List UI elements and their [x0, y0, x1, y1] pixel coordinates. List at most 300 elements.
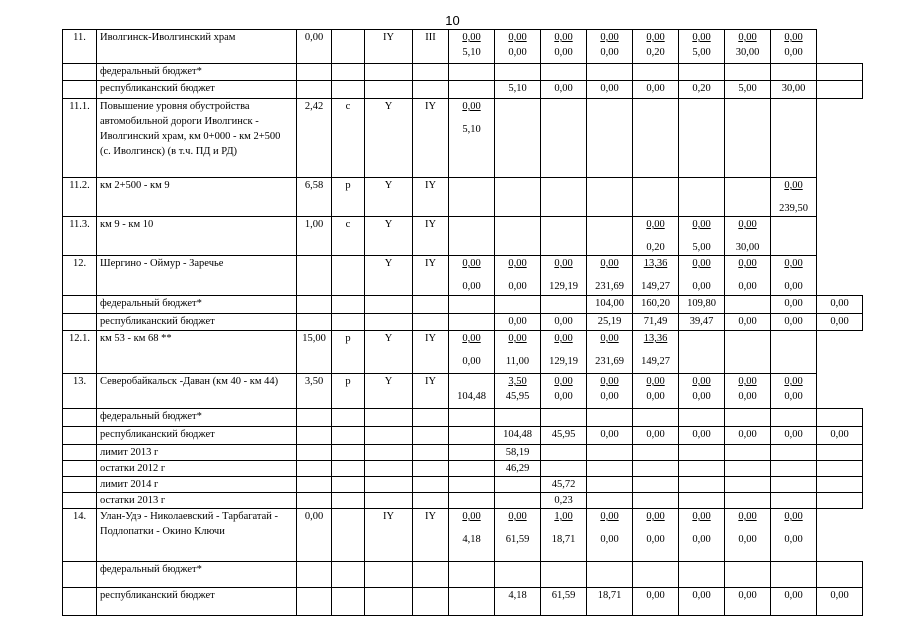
value-plan: 0,00: [508, 258, 527, 269]
empty-cell: [413, 296, 449, 314]
class-value: IY: [424, 180, 437, 191]
value-total: 231,69: [595, 281, 624, 292]
table-row: [63, 314, 863, 331]
value-cell: [541, 445, 587, 461]
row-name: республиканский бюджет: [100, 590, 215, 601]
class-value: Y: [384, 219, 393, 230]
empty-cell: [413, 445, 449, 461]
value-cell: [541, 477, 587, 493]
empty-cell: [365, 461, 413, 477]
value-total: 0,00: [738, 281, 757, 292]
class-cell: [365, 374, 413, 409]
value-cell: [679, 509, 725, 562]
row-name: федеральный бюджет*: [100, 66, 202, 77]
row-number-cell: [63, 99, 97, 178]
row-name-cell: [97, 445, 297, 461]
value-spacer: [498, 99, 537, 114]
class-value: IY: [424, 258, 437, 269]
row-name-cell: [97, 30, 297, 64]
empty-cell: [413, 81, 449, 99]
row-name-cell: [97, 477, 297, 493]
value: 0,00: [600, 83, 619, 94]
row-number-cell: [63, 445, 97, 461]
value-plan: 13,36: [643, 333, 668, 344]
table-row: [63, 374, 863, 409]
empty-cell: [297, 493, 332, 509]
length-cell: [297, 178, 332, 217]
empty-cell: [365, 296, 413, 314]
empty-cell: [413, 64, 449, 81]
row-name-cell: [97, 331, 297, 374]
row-name-cell: [97, 296, 297, 314]
value-cell: [771, 217, 817, 256]
value-plan: 0,00: [508, 511, 527, 522]
length-value: 0,00: [304, 511, 324, 522]
value: 109,80: [687, 298, 716, 309]
value-spacer: [544, 178, 583, 193]
value-cell: [679, 178, 725, 217]
value-total: 0,00: [738, 534, 757, 545]
row-number-cell: [63, 461, 97, 477]
row-name-cell: [97, 493, 297, 509]
value-cell: [817, 314, 863, 331]
value-cell: [817, 64, 863, 81]
table-row: [63, 217, 863, 256]
empty-cell: [297, 409, 332, 427]
empty-cell: [413, 477, 449, 493]
class-cell: [413, 331, 449, 374]
value-cell: [725, 178, 771, 217]
value-spacer: [682, 331, 721, 346]
value-cell: [495, 64, 541, 81]
value-cell: [633, 81, 679, 99]
class-cell: [365, 256, 413, 296]
value-spacer: [590, 178, 629, 193]
value-total: 0,00: [738, 391, 757, 402]
row-name: остатки 2012 г: [100, 463, 166, 474]
value-total: 149,27: [641, 281, 670, 292]
value-cell: [725, 217, 771, 256]
empty-cell: [365, 477, 413, 493]
row-name: Иволгинск-Иволгинский храм: [100, 32, 236, 43]
value: 0,00: [784, 429, 803, 440]
value-cell: [817, 427, 863, 445]
value: 0,00: [554, 83, 573, 94]
value-spacer: [544, 99, 583, 114]
value-total: 30,00: [735, 242, 760, 253]
value-cell: [541, 461, 587, 477]
value-cell: [679, 477, 725, 493]
empty-cell: [332, 296, 365, 314]
value: 0,00: [830, 316, 849, 327]
row-number-cell: [63, 409, 97, 427]
value-total: 11,00: [505, 356, 530, 367]
value-cell: [679, 99, 725, 178]
value-cell: [725, 588, 771, 616]
value-cell: [633, 588, 679, 616]
value-spacer: [498, 178, 537, 193]
value-cell: [817, 588, 863, 616]
value-cell: [495, 461, 541, 477]
value: 0,00: [830, 429, 849, 440]
empty-cell: [297, 81, 332, 99]
value-cell: [541, 81, 587, 99]
value: 18,71: [597, 590, 622, 601]
value-cell: [587, 461, 633, 477]
value-spacer: [682, 178, 721, 193]
class-value: III: [425, 32, 436, 43]
row-number: 11.3.: [69, 219, 90, 230]
value-plan: 0,00: [784, 376, 803, 387]
value-cell: [771, 30, 817, 64]
category-value: р: [345, 333, 351, 344]
value-cell: [587, 562, 633, 588]
row-name: км 53 - км 68 **: [100, 333, 172, 344]
value-plan: 0,00: [600, 32, 619, 43]
empty-cell: [332, 81, 365, 99]
value: 0,00: [784, 316, 803, 327]
value-cell: [587, 588, 633, 616]
value-cell: [495, 81, 541, 99]
value-plan: 0,00: [646, 32, 665, 43]
value-cell: [587, 331, 633, 374]
value-cell: [541, 99, 587, 178]
value-spacer: [774, 217, 813, 232]
value-cell: [495, 331, 541, 374]
row-name: республиканский бюджет: [100, 316, 215, 327]
row-number-cell: [63, 256, 97, 296]
value-cell: [817, 477, 863, 493]
value-plan: 0,00: [784, 258, 803, 269]
value-cell: [771, 493, 817, 509]
value: 61,59: [551, 590, 576, 601]
value-cell: [679, 331, 725, 374]
class-cell: [365, 509, 413, 562]
value-cell: [587, 509, 633, 562]
row-name-cell: [97, 427, 297, 445]
value-cell: [771, 81, 817, 99]
empty-cell: [449, 427, 495, 445]
length-cell: [297, 99, 332, 178]
value: 0,00: [646, 429, 665, 440]
value-cell: [449, 374, 495, 409]
empty-cell: [365, 493, 413, 509]
row-number-cell: [63, 493, 97, 509]
value-total: 239,50: [779, 203, 808, 214]
value-cell: [679, 427, 725, 445]
value-cell: [633, 477, 679, 493]
length-cell: [297, 256, 332, 296]
value-cell: [679, 217, 725, 256]
class-cell: [413, 217, 449, 256]
value-plan: 0,00: [554, 258, 573, 269]
value-cell: [771, 64, 817, 81]
empty-cell: [332, 588, 365, 616]
value: 160,20: [641, 298, 670, 309]
value-cell: [633, 562, 679, 588]
value-cell: [495, 296, 541, 314]
row-number: 12.1.: [69, 333, 90, 344]
value-cell: [725, 296, 771, 314]
length-cell: [297, 509, 332, 562]
class-value: IY: [424, 219, 437, 230]
class-cell: [413, 509, 449, 562]
value-cell: [633, 427, 679, 445]
value-cell: [541, 493, 587, 509]
table-row: [63, 461, 863, 477]
empty-cell: [332, 562, 365, 588]
class-value: IY: [424, 333, 437, 344]
row-number-cell: [63, 81, 97, 99]
value-cell: [449, 217, 495, 256]
empty-cell: [332, 445, 365, 461]
value-spacer: [636, 99, 675, 114]
value-cell: [771, 331, 817, 374]
value-spacer: [452, 374, 491, 389]
table-row: [63, 99, 863, 178]
value: 0,00: [738, 316, 757, 327]
value-cell: [587, 477, 633, 493]
value-plan: 0,00: [646, 219, 665, 230]
value-cell: [725, 427, 771, 445]
empty-cell: [413, 588, 449, 616]
value-cell: [633, 178, 679, 217]
row-number-cell: [63, 477, 97, 493]
value-plan: 0,00: [646, 511, 665, 522]
value-spacer: [728, 178, 767, 193]
value-cell: [725, 409, 771, 427]
class-value: Y: [384, 376, 393, 387]
value-cell: [725, 374, 771, 409]
row-name: Шергино - Оймур - Заречье: [100, 258, 224, 269]
value-cell: [587, 217, 633, 256]
value: 30,00: [781, 83, 806, 94]
value-cell: [633, 256, 679, 296]
value-cell: [541, 217, 587, 256]
row-name-cell: [97, 178, 297, 217]
empty-cell: [449, 409, 495, 427]
class-cell: [413, 30, 449, 64]
value-cell: [679, 588, 725, 616]
value-spacer: [728, 331, 767, 346]
value: 104,48: [503, 429, 532, 440]
value-cell: [771, 409, 817, 427]
empty-cell: [413, 493, 449, 509]
row-number: 11.2.: [69, 180, 90, 191]
value-spacer: [636, 178, 675, 193]
empty-cell: [297, 314, 332, 331]
empty-cell: [332, 461, 365, 477]
value-spacer: [774, 99, 813, 114]
value: 0,00: [692, 590, 711, 601]
value-total: 0,00: [508, 281, 527, 292]
value-plan: 0,00: [784, 180, 803, 191]
value-plan: 0,00: [600, 376, 619, 387]
value-cell: [679, 314, 725, 331]
row-name: республиканский бюджет: [100, 83, 215, 94]
length-cell: [297, 217, 332, 256]
empty-cell: [365, 64, 413, 81]
value-cell: [771, 562, 817, 588]
value-spacer: [544, 217, 583, 232]
road-funding-table: [62, 29, 863, 616]
value-plan: 0,00: [692, 376, 711, 387]
value-cell: [817, 81, 863, 99]
class-value: IY: [424, 101, 437, 112]
table-body: [63, 30, 863, 616]
value-cell: [633, 99, 679, 178]
value: 0,00: [646, 590, 665, 601]
value-plan: 0,00: [600, 333, 619, 344]
value-cell: [541, 296, 587, 314]
empty-cell: [332, 477, 365, 493]
class-value: Y: [384, 101, 393, 112]
page-number: 10: [445, 13, 460, 28]
value-total: 18,71: [551, 534, 576, 545]
value-cell: [771, 588, 817, 616]
value-cell: [587, 256, 633, 296]
value-cell: [725, 30, 771, 64]
value-cell: [679, 409, 725, 427]
value-cell: [817, 445, 863, 461]
value-total: 129,19: [549, 281, 578, 292]
value-cell: [679, 30, 725, 64]
value-plan: 0,00: [462, 32, 481, 43]
value-total: 5,00: [692, 242, 711, 253]
class-value: Y: [384, 333, 393, 344]
class-cell: [365, 99, 413, 178]
value-cell: [771, 314, 817, 331]
empty-cell: [413, 427, 449, 445]
value-total: 0,00: [462, 356, 481, 367]
row-number-cell: [63, 217, 97, 256]
class-value: Y: [384, 258, 393, 269]
value: 0,00: [738, 429, 757, 440]
row-number: 13.: [72, 376, 87, 387]
value-cell: [817, 409, 863, 427]
value-cell: [449, 99, 495, 178]
value: 46,29: [505, 463, 530, 474]
table-row: [63, 477, 863, 493]
value-plan: 0,00: [462, 258, 481, 269]
empty-cell: [365, 588, 413, 616]
row-name-cell: [97, 461, 297, 477]
row-name: федеральный бюджет*: [100, 564, 202, 575]
value: 0,23: [554, 495, 573, 506]
length-cell: [297, 331, 332, 374]
value-cell: [725, 477, 771, 493]
class-cell: [365, 331, 413, 374]
class-value: IY: [424, 511, 437, 522]
row-number: 11.: [73, 32, 86, 43]
value-total: 0,00: [600, 47, 619, 58]
value-plan: 0,00: [738, 511, 757, 522]
value-total: 0,00: [554, 391, 573, 402]
table-row: [63, 256, 863, 296]
value-total: 0,00: [508, 47, 527, 58]
value: 0,00: [830, 298, 849, 309]
value-plan: 0,00: [554, 333, 573, 344]
value-spacer: [682, 99, 721, 114]
row-number-cell: [63, 178, 97, 217]
empty-cell: [449, 588, 495, 616]
empty-cell: [297, 562, 332, 588]
value-cell: [679, 64, 725, 81]
empty-cell: [449, 314, 495, 331]
value-plan: 0,00: [784, 32, 803, 43]
value-cell: [679, 461, 725, 477]
value-plan: 0,00: [738, 219, 757, 230]
row-name-cell: [97, 256, 297, 296]
category-value: с: [345, 101, 351, 112]
value-cell: [771, 256, 817, 296]
empty-cell: [449, 461, 495, 477]
value: 0,00: [508, 316, 527, 327]
empty-cell: [365, 81, 413, 99]
table-row: [63, 445, 863, 461]
value-total: 0,00: [784, 47, 803, 58]
empty-cell: [449, 445, 495, 461]
value-spacer: [590, 99, 629, 114]
length-value: 15,00: [302, 333, 326, 344]
empty-cell: [413, 562, 449, 588]
value-cell: [633, 374, 679, 409]
table-row: [63, 30, 863, 64]
value-cell: [495, 509, 541, 562]
value: 0,20: [692, 83, 711, 94]
value-cell: [725, 493, 771, 509]
value-cell: [495, 256, 541, 296]
value-cell: [495, 99, 541, 178]
empty-cell: [297, 461, 332, 477]
value-cell: [587, 314, 633, 331]
class-cell: [413, 99, 449, 178]
length-value: 2,42: [304, 101, 324, 112]
value-plan: 0,00: [692, 511, 711, 522]
row-name-cell: [97, 81, 297, 99]
length-value: 6,58: [304, 180, 324, 191]
value: 5,10: [508, 83, 527, 94]
value-plan: 0,00: [738, 258, 757, 269]
value-cell: [587, 99, 633, 178]
value-cell: [587, 296, 633, 314]
value-cell: [587, 427, 633, 445]
value: 0,00: [830, 590, 849, 601]
value-plan: 0,00: [554, 376, 573, 387]
value-plan: 0,00: [508, 333, 527, 344]
table-row: [63, 81, 863, 99]
value-cell: [771, 477, 817, 493]
row-name-cell: [97, 562, 297, 588]
row-name: Улан-Удэ - Николаевский - Тарбагатай - Подлопатки - Окино Ключи: [100, 511, 279, 537]
length-value: 3,50: [304, 376, 324, 387]
value-total: 0,00: [692, 281, 711, 292]
value-cell: [679, 296, 725, 314]
value-cell: [541, 588, 587, 616]
value-cell: [725, 461, 771, 477]
value-total: 0,20: [646, 242, 665, 253]
value-spacer: [452, 178, 491, 193]
class-cell: [365, 217, 413, 256]
value-plan: 0,00: [554, 32, 573, 43]
length-value: 0,00: [304, 32, 324, 43]
value-cell: [633, 445, 679, 461]
row-name-cell: [97, 509, 297, 562]
category-value: р: [345, 376, 351, 387]
value-cell: [495, 217, 541, 256]
value-cell: [633, 30, 679, 64]
row-number-cell: [63, 374, 97, 409]
